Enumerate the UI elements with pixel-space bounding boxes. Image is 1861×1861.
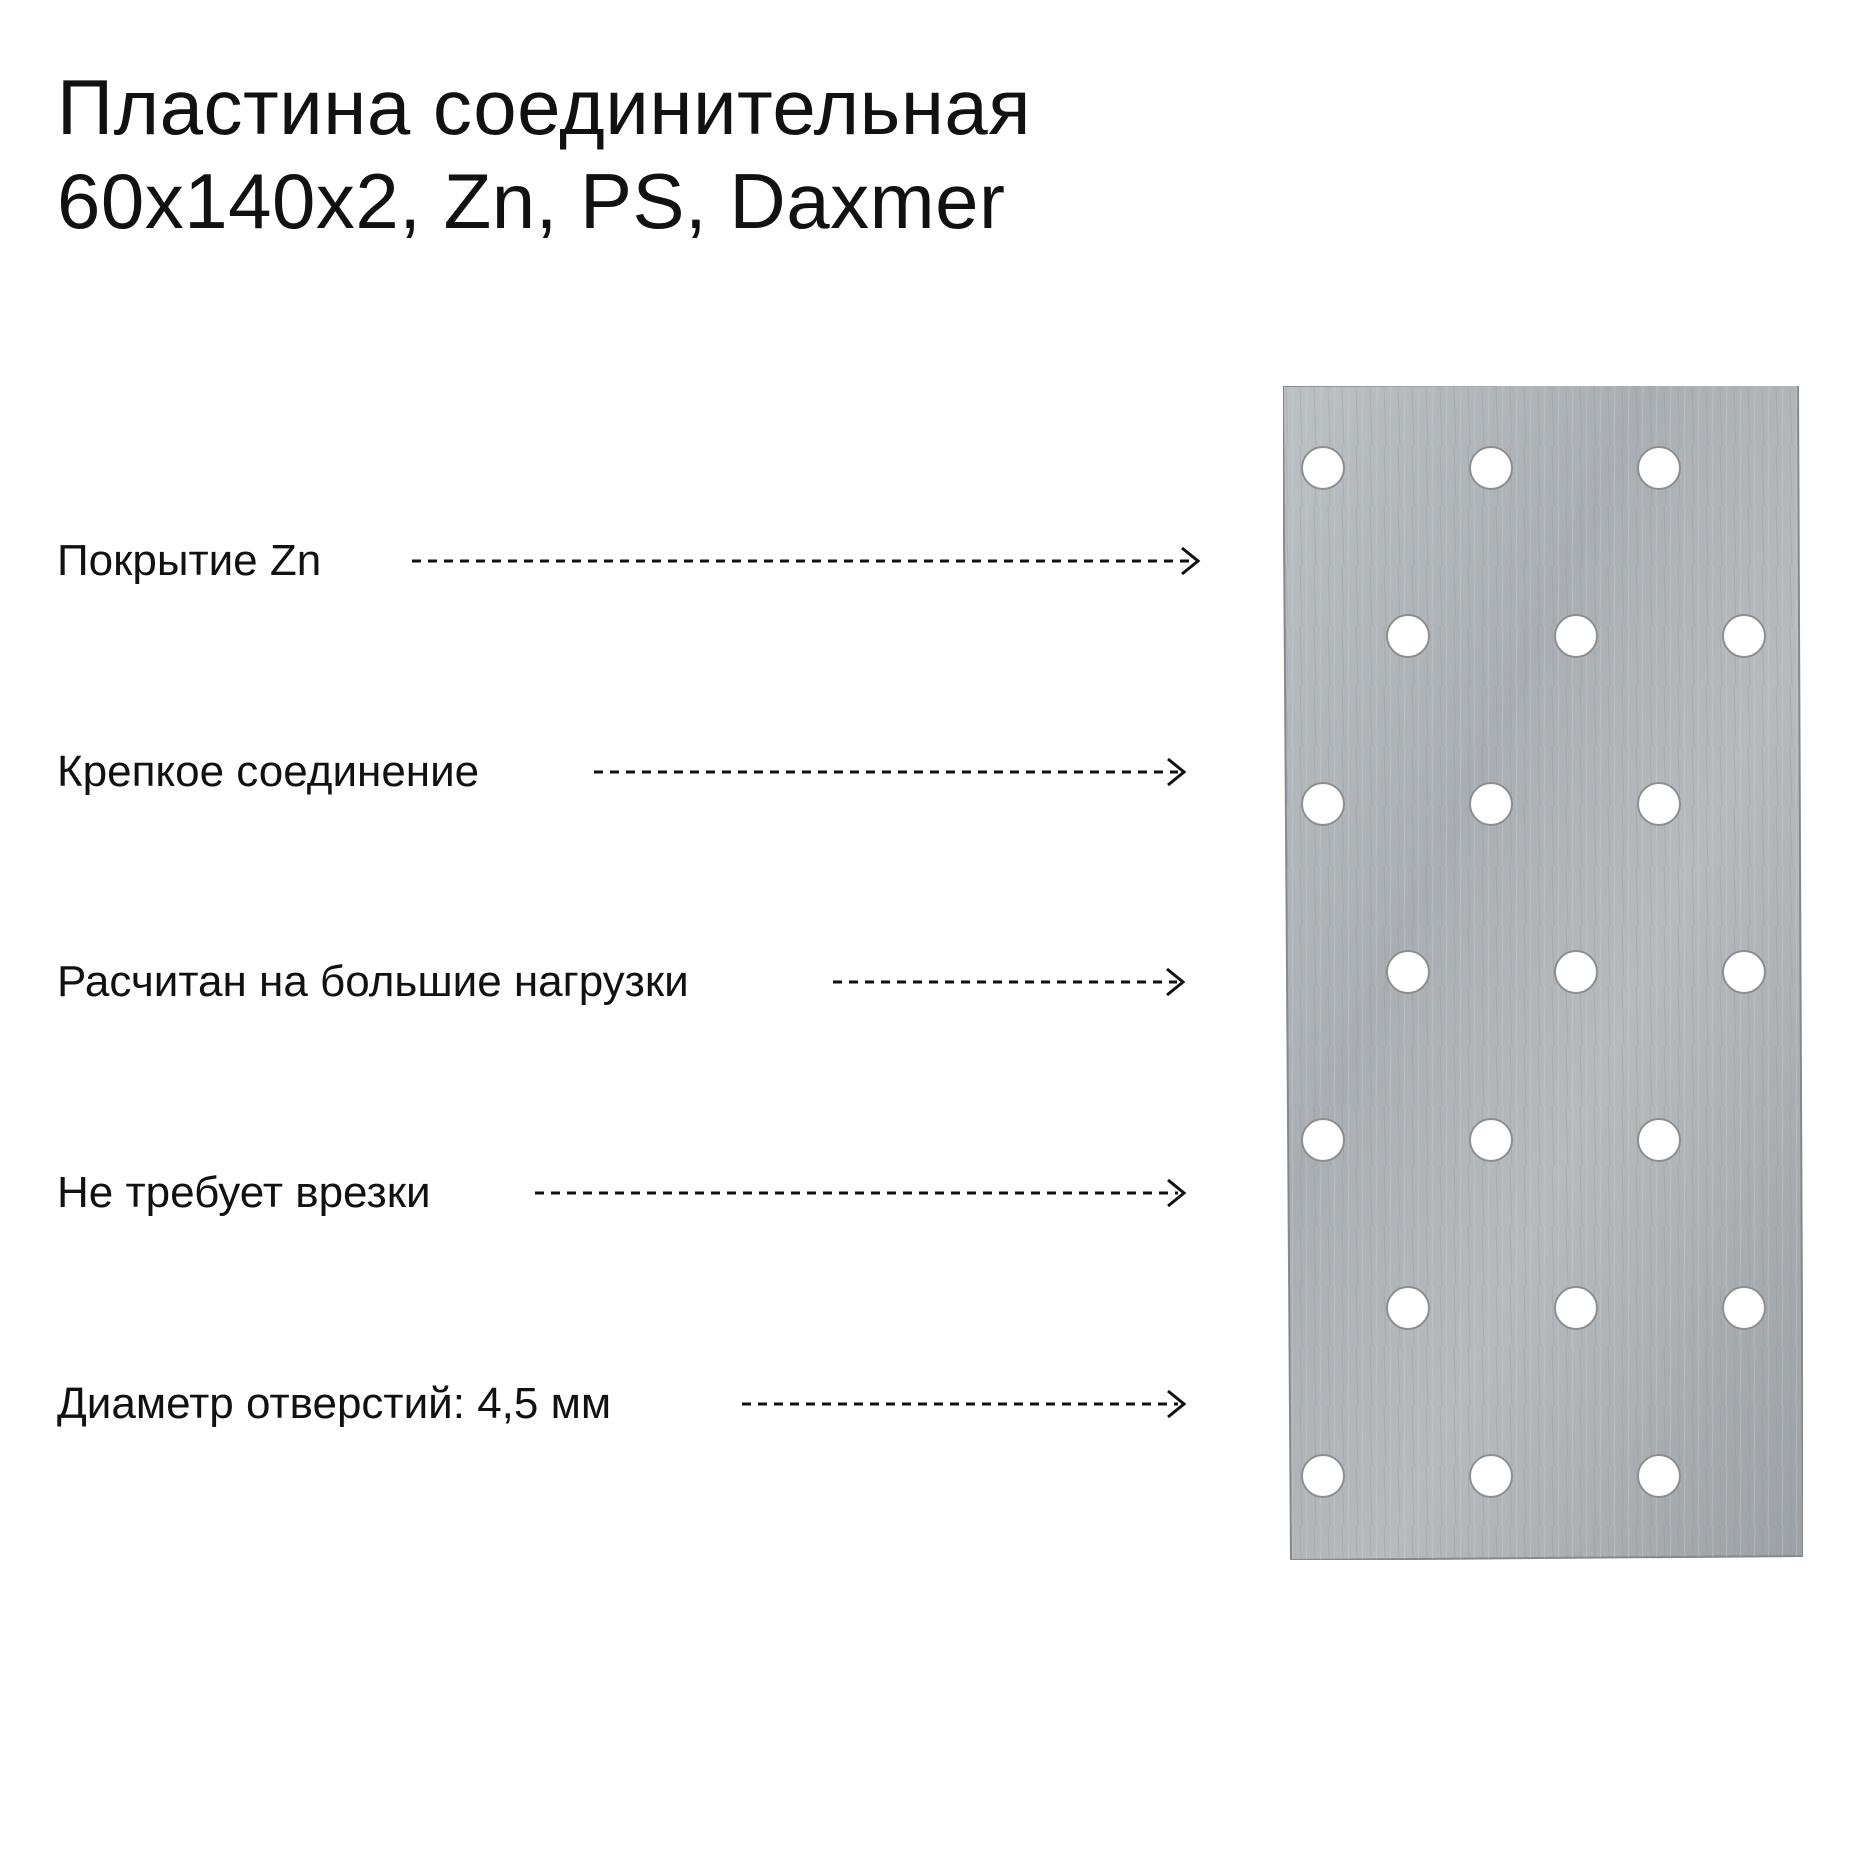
plate-hole — [1555, 615, 1597, 657]
plate-hole — [1387, 615, 1429, 657]
feature-label: Покрытие Zn — [57, 536, 322, 585]
plate-hole — [1387, 951, 1429, 993]
plate-hole — [1470, 783, 1512, 825]
feature-label: Не требует врезки — [57, 1168, 431, 1217]
plate-hole — [1302, 783, 1344, 825]
plate-hole — [1387, 1287, 1429, 1329]
title-line-2: 60x140x2, Zn, PS, Daxmer — [57, 157, 1006, 245]
plate-hole — [1302, 1119, 1344, 1161]
feature-high-load — [57, 952, 1217, 1012]
perforated-metal-plate-icon — [1283, 386, 1803, 1560]
feature-strong-joint — [57, 742, 1217, 802]
plate-hole — [1555, 951, 1597, 993]
plate-hole — [1723, 615, 1765, 657]
plate-hole — [1470, 1455, 1512, 1497]
feature-label: Диаметр отверстий: 4,5 мм — [57, 1379, 612, 1428]
dashed-arrow-icon — [412, 531, 1208, 591]
plate-hole — [1723, 1287, 1765, 1329]
feature-hole-diameter — [57, 1374, 1217, 1434]
feature-coating — [57, 531, 1217, 591]
dashed-arrow-icon — [833, 952, 1193, 1012]
plate-hole — [1470, 447, 1512, 489]
plate-hole — [1302, 447, 1344, 489]
dashed-arrow-icon — [594, 742, 1194, 802]
feature-label: Крепкое соединение — [57, 747, 480, 796]
plate-hole — [1638, 783, 1680, 825]
page-title — [57, 60, 1031, 248]
feature-no-cutting — [57, 1163, 1217, 1223]
plate-hole — [1638, 1119, 1680, 1161]
title-line-1: Пластина соединительная — [57, 63, 1032, 151]
plate-hole — [1638, 447, 1680, 489]
dashed-arrow-icon — [535, 1163, 1195, 1223]
plate-hole — [1723, 951, 1765, 993]
plate-hole — [1470, 1119, 1512, 1161]
metal-plate-image — [1283, 386, 1803, 1560]
plate-hole — [1555, 1287, 1597, 1329]
plate-hole — [1638, 1455, 1680, 1497]
plate-hole — [1302, 1455, 1344, 1497]
dashed-arrow-icon — [742, 1374, 1194, 1434]
feature-label: Расчитан на большие нагрузки — [57, 957, 689, 1006]
